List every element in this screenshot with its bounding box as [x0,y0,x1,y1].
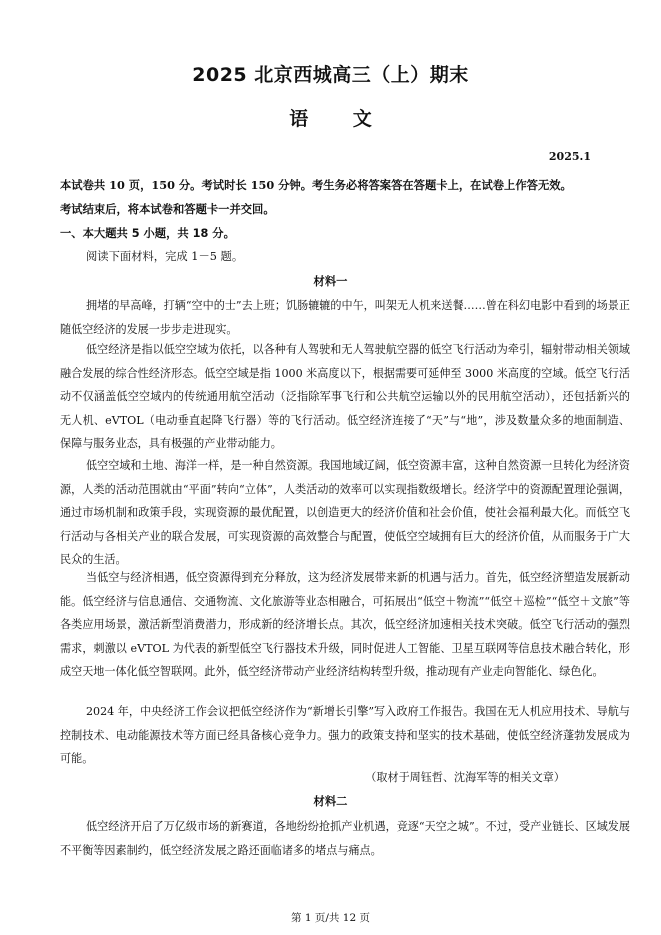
material-one-paragraph: 拥堵的早高峰，打辆“空中的士”去上班；饥肠辘辘的中午，叫架无人机来送餐……曾在科幻电影中看到的场景正随低空经济的发展一步步走进现实。 [60,299,630,336]
page-number: 第 1 页/共 12 页 [291,912,370,924]
material-two-paragraph: 低空经济开启了万亿级市场的新赛道，各地纷纷抢抓产业机遇，竞逐“天空之城”。不过，受产业链长、区域发展不平衡等因素制约，低空经济发展之路还面临诸多的堵点与痛点。 [60,820,630,857]
subject-title: 语 文 [289,108,372,130]
material-one-paragraph: 2024 年，中央经济工作会议把低空经济作为“新增长引擎”写入政府工作报告。我国在无人机应用技术、导航与控制技术、电动能源技术等方面已经具备核心竞争力。强力的政策支持和坚实的技术基础，使低空经济蓬勃发展成为可能。 [60,705,630,766]
notice-line-1: 本试卷共 10 页，150 分。考试时长 150 分钟。考生务必将答案答在答题卡上，在试卷上作答无效。 [60,178,572,192]
section-instruction: 阅读下面材料，完成 1－5 题。 [86,250,244,263]
material-one-paragraph: 低空经济是指以低空空域为依托，以各种有人驾驶和无人驾驶航空器的低空飞行活动为牵引，辐射带动相关领域融合发展的综合性经济形态。低空空域是指 1000 米高度以下，根据需要可延伸至 3000 米高度的空域。低空飞行活动不仅涵盖低空空域内的传统通用航空活动（泛指除军事飞行和公共航空运输以外的民用航空活动），还包括新兴的无人机、eVTOL（电动垂直起降飞行器）等的飞行活动。低空经济连接了“天”与“地”，涉及数量众多的地面制造、保障与服务业态，具有极强的产业带动能力。 [60,343,630,451]
material-two-title: 材料二 [313,794,348,808]
notice-line-2: 考试结束后，将本试卷和答题卡一并交回。 [60,202,275,216]
material-one-paragraph: 当低空与经济相遇，低空资源得到充分释放，这为经济发展带来新的机遇与活力。首先，低空经济塑造发展新动能。低空经济与信息通信、交通物流、文化旅游等业态相融合，可拓展出“低空＋物流”“低空＋巡检”“低空＋文旅”等各类应用场景，激活新型消费潜力，形成新的经济增长点。其次，低空经济加速相关技术突破。低空飞行活动的强烈需求，刺激以 eVTOL 为代表的新型低空飞行器技术升级，同时促进人工智能、卫星互联网等信息技术融合转化，形成空天地一体化低空智联网。此外，低空经济带动产业经济结构转型升级，推动现有产业走向智能化、绿色化。 [60,571,630,679]
material-one-paragraph: 低空空域和土地、海洋一样，是一种自然资源。我国地域辽阔，低空资源丰富，这种自然资源一旦转化为经济资源，人类的活动范围就由“平面”转向“立体”，人类活动的效率可以实现指数级增长。经济学中的资源配置理论强调，通过市场机制和政策手段，实现资源的最优配置，以创造更大的经济价值和社会价值，使社会福利最大化。而低空飞行活动与各相关产业的联合发展，可实现资源的高效整合与配置，使低空空域拥有巨大的经济价值，从而服务于广大民众的生活。 [60,459,630,567]
exam-date: 2025.1 [548,150,591,163]
section-heading: 一、本大题共 5 小题，共 18 分。 [60,227,235,240]
exam-title: 2025 北京西城高三（上）期末 [192,64,469,86]
material-one-source: （取材于周钰哲、沈海军等的相关文章） [365,771,565,784]
material-one-title: 材料一 [313,274,348,288]
